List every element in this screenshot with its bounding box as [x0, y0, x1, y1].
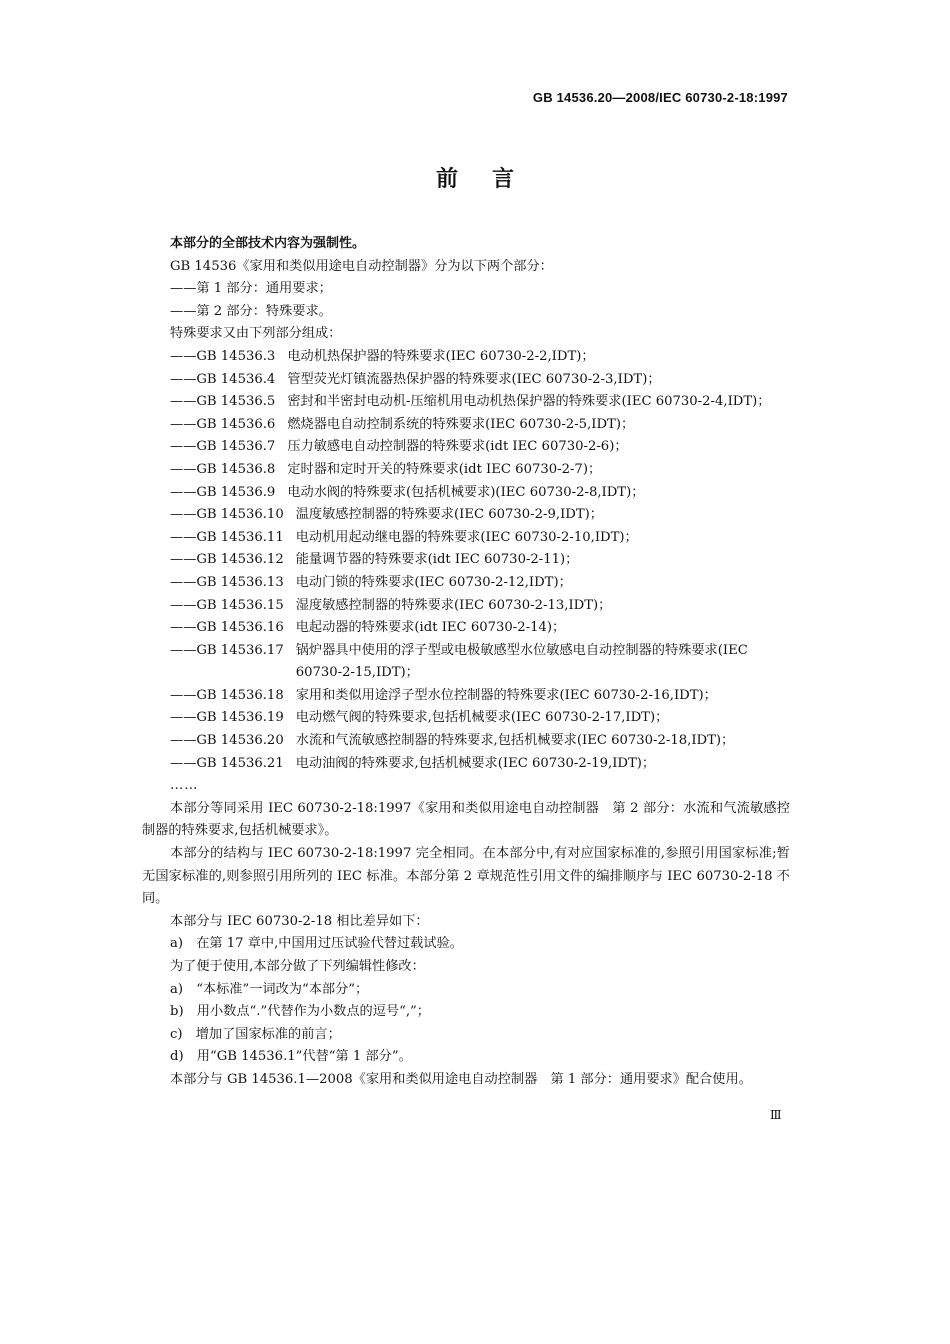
- standard-code: ——GB 14536.8: [170, 461, 276, 477]
- standard-list-item: [142, 504, 790, 527]
- standard-list-item: [142, 436, 790, 459]
- page-number: Ⅲ: [770, 1108, 782, 1122]
- standard-description: 电动机热保护器的特殊要求(IEC 60730-2-2,IDT)；: [287, 348, 595, 364]
- standard-description: 电动燃气阀的特殊要求,包括机械要求(IEC 60730-2-17,IDT)；: [295, 710, 669, 726]
- standard-list-item: [142, 572, 790, 595]
- mandatory-statement: 本部分的全部技术内容为强制性。: [170, 236, 366, 251]
- standard-list-item: [142, 595, 790, 618]
- part-2-item: ——第 2 部分：特殊要求。: [170, 303, 332, 319]
- standard-code: ——GB 14536.20: [170, 733, 284, 749]
- standard-description: 燃烧器电自动控制系统的特殊要求(IEC 60730-2-5,IDT)；: [287, 416, 635, 432]
- standard-description: 锅炉器具中使用的浮子型或电极敏感型水位敏感电自动控制器的特殊要求(IEC 60730-2-15,IDT)；: [295, 642, 748, 681]
- standards-list: [142, 346, 790, 775]
- standard-description: 水流和气流敏感控制器的特殊要求,包括机械要求(IEC 60730-2-18,IDT)；: [295, 733, 735, 749]
- standard-description: 电动机用起动继电器的特殊要求(IEC 60730-2-10,IDT)；: [295, 529, 638, 545]
- standard-code: ——GB 14536.12: [170, 552, 284, 568]
- editorial-intro: 为了便于使用,本部分做了下列编辑性修改：: [170, 959, 425, 974]
- document-code-header: GB 14536.20—2008/IEC 60730-2-18:1997: [532, 90, 788, 105]
- standard-code: ——GB 14536.17: [170, 642, 284, 658]
- standard-description: 密封和半密封电动机-压缩机用电动机热保护器的特殊要求(IEC 60730-2-4,IDT)；: [287, 394, 771, 410]
- standard-list-item: [142, 391, 790, 414]
- list-ellipsis: ……: [170, 778, 199, 794]
- adoption-paragraph: 本部分等同采用 IEC 60730-2-18:1997《家用和类似用途电自动控制器 第 2 部分：水流和气流敏感控制器的特殊要求,包括机械要求》。: [142, 800, 790, 839]
- standard-code: ——GB 14536.7: [170, 439, 276, 455]
- standard-code: ——GB 14536.3: [170, 348, 276, 364]
- standard-code: ——GB 14536.5: [170, 394, 276, 410]
- standard-description: 管型荧光灯镇流器热保护器的特殊要求(IEC 60730-2-3,IDT)；: [287, 371, 661, 387]
- standard-code: ——GB 14536.9: [170, 484, 276, 500]
- standard-code: ——GB 14536.21: [170, 755, 284, 771]
- division-statement: GB 14536《家用和类似用途电自动控制器》分为以下两个部分：: [170, 258, 553, 274]
- standard-description: 能量调节器的特殊要求(idt IEC 60730-2-11)；: [295, 552, 579, 568]
- standard-description: 电动油阀的特殊要求,包括机械要求(IEC 60730-2-19,IDT)；: [295, 755, 656, 771]
- standard-description: 电起动器的特殊要求(idt IEC 60730-2-14)；: [295, 620, 566, 636]
- difference-item-a: a) 在第 17 章中,中国用过压试验代替过载试验。: [170, 936, 463, 952]
- standard-code: ——GB 14536.13: [170, 574, 284, 590]
- standard-list-item: [142, 369, 790, 392]
- structure-paragraph: 本部分的结构与 IEC 60730-2-18:1997 完全相同。在本部分中,有对应国家标准的,参照引用国家标准;暂无国家标准的,则参照引用所列的 IEC 标准。本部分第 2 章规范性引用文件的编排顺序与 IEC 60730-2-18 不同。: [142, 846, 790, 907]
- standard-list-item: [142, 527, 790, 550]
- editorial-item-c: c) 增加了国家标准的前言；: [170, 1026, 341, 1042]
- standard-description: 湿度敏感控制器的特殊要求(IEC 60730-2-13,IDT)；: [295, 597, 612, 613]
- standard-list-item: [142, 685, 790, 708]
- standard-list-item: [142, 346, 790, 369]
- editorial-item-d: d) 用“GB 14536.1”代替“第 1 部分”。: [170, 1049, 412, 1065]
- standard-description: 电动门锁的特殊要求(IEC 60730-2-12,IDT)；: [295, 574, 572, 590]
- standard-code: ——GB 14536.15: [170, 597, 284, 613]
- standard-description: 定时器和定时开关的特殊要求(idt IEC 60730-2-7)；: [287, 461, 602, 477]
- standard-list-item: [142, 549, 790, 572]
- standard-list-item: [142, 640, 790, 685]
- part-1-item: ——第 1 部分：通用要求；: [170, 281, 332, 297]
- standard-list-item: [142, 707, 790, 730]
- editorial-item-b: b) 用小数点“.”代替作为小数点的逗号“,”；: [170, 1004, 430, 1020]
- standard-description: 电动水阀的特殊要求(包括机械要求)(IEC 60730-2-8,IDT)；: [287, 484, 645, 500]
- use-with-paragraph: 本部分与 GB 14536.1—2008《家用和类似用途电自动控制器 第 1 部分：通用要求》配合使用。: [170, 1071, 752, 1087]
- foreword-body: [142, 233, 790, 1092]
- standard-list-item: [142, 459, 790, 482]
- editorial-item-a: a) “本标准”一词改为“本部分”；: [170, 981, 369, 997]
- subparts-statement: 特殊要求又由下列部分组成：: [170, 326, 342, 342]
- standard-description: 压力敏感电自动控制器的特殊要求(idt IEC 60730-2-6)；: [287, 439, 628, 455]
- standard-list-item: [142, 482, 790, 505]
- standard-code: ——GB 14536.4: [170, 371, 276, 387]
- standard-code: ——GB 14536.19: [170, 710, 284, 726]
- page-title: 前言: [435, 167, 548, 192]
- differences-intro: 本部分与 IEC 60730-2-18 相比差异如下：: [170, 913, 429, 929]
- standard-list-item: [142, 617, 790, 640]
- standard-list-item: [142, 730, 790, 753]
- standard-description: 温度敏感控制器的特殊要求(IEC 60730-2-9,IDT)；: [295, 507, 603, 523]
- standard-description: 家用和类似用途浮子型水位控制器的特殊要求(IEC 60730-2-16,IDT)；: [295, 687, 717, 703]
- standard-code: ——GB 14536.6: [170, 416, 276, 432]
- standard-code: ——GB 14536.18: [170, 687, 284, 703]
- standard-list-item: [142, 753, 790, 776]
- standard-code: ——GB 14536.11: [170, 529, 284, 545]
- standard-code: ——GB 14536.16: [170, 620, 284, 636]
- standard-code: ——GB 14536.10: [170, 507, 284, 523]
- standard-list-item: [142, 414, 790, 437]
